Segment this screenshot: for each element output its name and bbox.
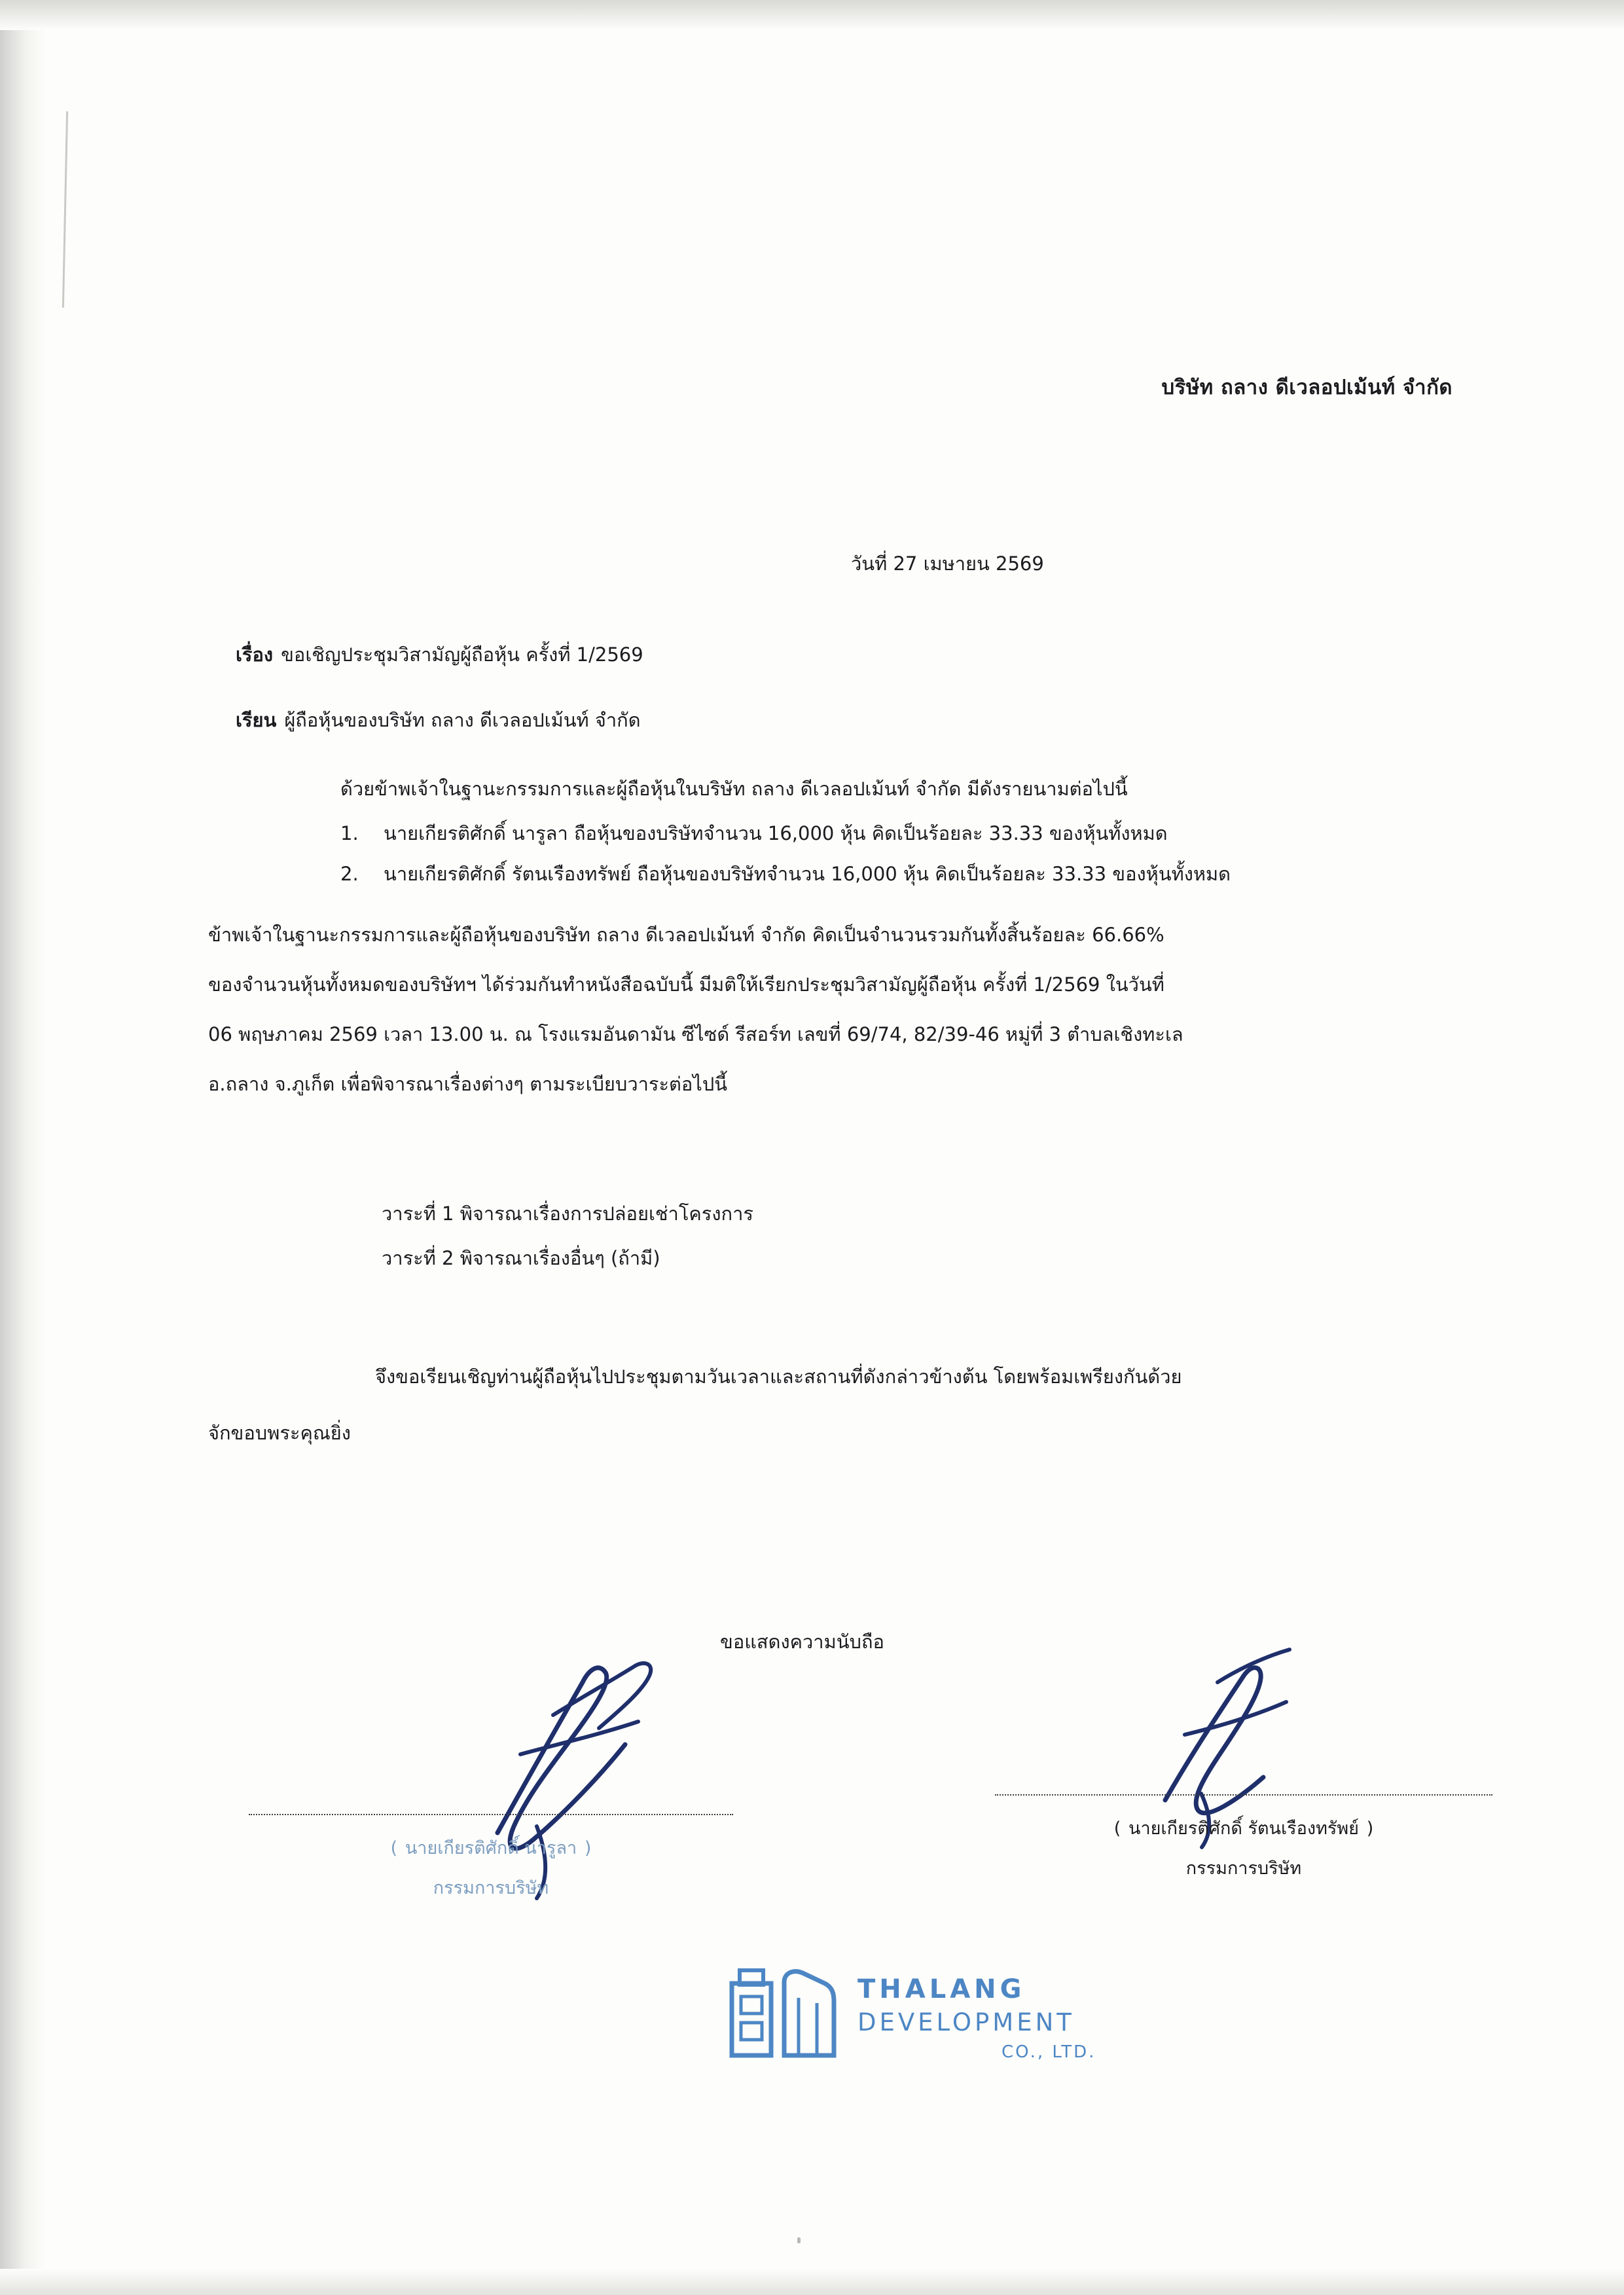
body-paragraph [208,910,1452,1109]
list-item-text: นายเกียรติศักดิ์ รัตนเรืองทรัพย์ ถือหุ้นของบริษัทจำนวน 16,000 หุ้น คิดเป็นร้อยละ 33.33 ของหุ้นทั้งหมด [384,863,1231,885]
document-date: วันที่ 27 เมษายน 2569 [851,552,1044,575]
body-line-2: ของจำนวนหุ้นทั้งหมดของบริษัทฯ ได้ร่วมกันทำหนังสือฉบับนี้ มีมติให้เรียกประชุมวิสามัญผู้ถือหุ้น ครั้งที่ 1/2569 ในวันที่ [208,973,1164,996]
signature-block-right [995,1794,1492,1882]
list-item-number: 2. [340,863,359,885]
shareholder-list [340,813,1231,894]
closing-paragraph [208,1348,1491,1461]
subject-line [236,640,643,670]
signature-rule [995,1794,1492,1796]
open-paren: ( [1113,1818,1121,1839]
company-header: บริษัท ถลาง ดีเวลอปเม้นท์ จำกัด [1161,376,1453,399]
closing-line-2: จักขอบพระคุณยิ่ง [208,1422,351,1444]
close-paren: ) [584,1838,592,1858]
thalang-logo-icon [720,1951,857,2075]
regards-line: ขอแสดงความนับถือ [720,1631,884,1653]
agenda-list [382,1191,753,1280]
company-stamp [720,1951,1139,2078]
body-line-4: อ.ถลาง จ.ภูเก็ต เพื่อพิจารณาเรื่องต่างๆ ตามระเบียบวาระต่อไปนี้ [208,1073,728,1095]
subject-text: ขอเชิญประชุมวิสามัญผู้ถือหุ้น ครั้งที่ 1/2569 [281,643,643,666]
subject-label: เรื่อง [236,643,274,666]
recipient-label: เรียน [236,709,277,731]
scan-speck [797,2237,801,2243]
signature-rule [249,1813,733,1815]
signer-name: นายเกียรติศักดิ์ รัตนเรืองทรัพย์ [1128,1818,1359,1839]
signature-role: กรรมการบริษัท [1185,1858,1302,1879]
list-item-text: นายเกียรติศักดิ์ นารูลา ถือหุ้นของบริษัทจำนวน 16,000 หุ้น คิดเป็นร้อยละ 33.33 ของหุ้นทั้งหมด [384,822,1168,844]
scan-edge-top [0,0,1624,30]
intro-paragraph: ด้วยข้าพเจ้าในฐานะกรรมการและผู้ถือหุ้นในบริษัท ถลาง ดีเวลอปเม้นท์ จำกัด มีดังรายนามต่อไปนี้ [340,778,1128,800]
list-item [340,813,1231,854]
stamp-line-3: CO., LTD. [1001,2042,1096,2062]
paper-fold-line [62,111,68,308]
closing-line-1: จึงขอเรียนเชิญท่านผู้ถือหุ้นไปประชุมตามวันเวลาและสถานที่ดังกล่าวข้างต้น โดยพร้อมเพรียงกันด้วย [375,1365,1182,1388]
signature-block-left [249,1813,733,1902]
list-item [340,854,1231,894]
open-paren: ( [390,1838,398,1858]
close-paren: ) [1366,1818,1374,1839]
recipient-line [236,705,641,735]
stamp-line-1: THALANG [857,1974,1026,2004]
agenda-item-1: วาระที่ 1 พิจารณาเรื่องการปล่อยเช่าโครงการ [382,1202,753,1225]
signature-name [995,1814,1492,1842]
scan-edge-left [0,0,46,2295]
list-item-number: 1. [340,822,359,844]
stamp-line-2: DEVELOPMENT [857,2008,1075,2036]
recipient-text: ผู้ถือหุ้นของบริษัท ถลาง ดีเวลอปเม้นท์ จำกัด [284,709,641,731]
signer-name: นายเกียรติศักดิ์ นารูลา [405,1838,577,1858]
scan-edge-bottom [0,2269,1624,2295]
body-line-1: ข้าพเจ้าในฐานะกรรมการและผู้ถือหุ้นของบริษัท ถลาง ดีเวลอปเม้นท์ จำกัด คิดเป็นจำนวนรวมกันทั้งสิ้นร้อยละ 66.66% [208,924,1164,946]
body-line-3: 06 พฤษภาคม 2569 เวลา 13.00 น. ณ โรงแรมอันดามัน ซีไซด์ รีสอร์ท เลขที่ 69/74, 82/39-46 หมู่ที่ 3 ตำบลเชิงทะเล [208,1023,1183,1045]
signature-role: กรรมการบริษัท [433,1878,549,1898]
agenda-item-2: วาระที่ 2 พิจารณาเรื่องอื่นๆ (ถ้ามี) [382,1247,660,1269]
signature-name [249,1834,733,1862]
